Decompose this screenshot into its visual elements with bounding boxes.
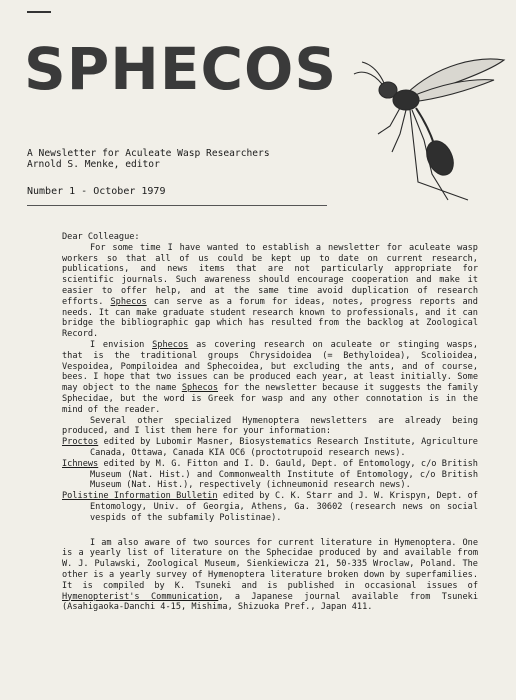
entry-name: Proctos	[62, 437, 99, 448]
newsletter-entry	[62, 437, 478, 459]
entry-details: edited by M. G. Fitton and I. D. Gauld, Dept. of Entomology, c/o British Museum (Nat. Hist.) and Commonwealth Institute of Entomology, c/o British Museum (Nat. Hist.), respectively (ichneumonid research news).	[90, 458, 478, 491]
newsletter-name: Sphecos	[110, 296, 147, 307]
entry-details: edited by C. K. Starr and J. W. Krispyn, Dept. of Entomology, Univ. of Georgia, Athens, Ga. 30602 (research news on social vespids of the subfamily Polistinae).	[90, 491, 478, 523]
spacer	[62, 524, 478, 538]
paragraph	[62, 538, 478, 614]
divider	[27, 205, 327, 206]
paragraph-text: I am also aware of two sources for current literature in Hymenoptera. One is a yearly list of literature on the Sphecidae produced by and available from W. J. Pulawski, Zoological Museum, Sienkiewicza 21, 50-335 Wroclaw, Poland. The other is a yearly survey of Hymenoptera literature broken down by superfamilies. It is compiled by K. Tsuneki and is published in occasional issues of	[62, 537, 478, 591]
masthead-title: SPHECOS	[24, 35, 338, 103]
subtitle-line: A Newsletter for Aculeate Wasp Researchers	[27, 148, 270, 159]
newsletter-entry	[62, 491, 478, 523]
entry-details: edited by Lubomir Masner, Biosystematics Research Institute, Agriculture Canada, Ottawa, Canada KIA OC6 (proctotrupoid research news).	[90, 437, 478, 458]
journal-name: Hymenopterist's Communication	[62, 591, 219, 602]
editor-line: Arnold S. Menke, editor	[27, 159, 160, 170]
letter-body	[62, 232, 478, 613]
paragraph	[62, 340, 478, 416]
paragraph-text: for the newsletter because it suggests the family Sphecidae, but the word is Greek for wasp and any other connotation is in the mind of the reader.	[62, 383, 478, 415]
entry-name: Ichnews	[62, 458, 99, 469]
newsletter-name: Sphecos	[152, 339, 189, 350]
paragraph-text: , a Japanese journal available from Tsuneki (Asahigaoka-Danchi 4-15, Mishima, Shizuoka Pref., Japan 411.	[62, 591, 479, 613]
paragraph-text: can serve as a forum for ideas, notes, progress reports and needs. It can make graduate student research known to professionals, and it can bridge the bibliographic gap which has resulted from the backlog at Zoological Record.	[62, 296, 478, 340]
paragraph-text: as covering research on aculeate or stinging wasps, that is the traditional groups Chrysidoidea (= Bethyloidea), Scolioidea, Vespoidea, Pompiloidea and Sphecoidea, but excluding the ants, and of course, bees. I hope that two issues can be produced each year, at least initially. Some may object to the name	[62, 339, 478, 394]
masthead-subtitle	[27, 148, 270, 170]
paragraph: Several other specialized Hymenoptera newsletters are already being produced, and I list them here for your information:	[62, 415, 478, 437]
corner-mark	[27, 11, 51, 13]
wasp-illustration-icon	[348, 54, 508, 204]
newsletter-name: Sphecos	[181, 383, 219, 394]
issue-number: Number 1 - October 1979	[27, 186, 166, 197]
paragraph	[62, 243, 478, 340]
paragraph-text: I envision	[90, 339, 145, 350]
entry-name: Polistine Information Bulletin	[62, 491, 218, 502]
salutation: Dear Colleague:	[62, 232, 140, 242]
newsletter-entry	[62, 459, 478, 491]
paragraph-text: For some time I have wanted to establish a newsletter for aculeate wasp workers so that all of us could be kept up to date on current research, publications, and news items that are not particularly appropriate for scientific journals. Such awareness should encourage cooperation and make it easier to offer help, and at the same time avoid duplication of research efforts.	[62, 242, 478, 307]
